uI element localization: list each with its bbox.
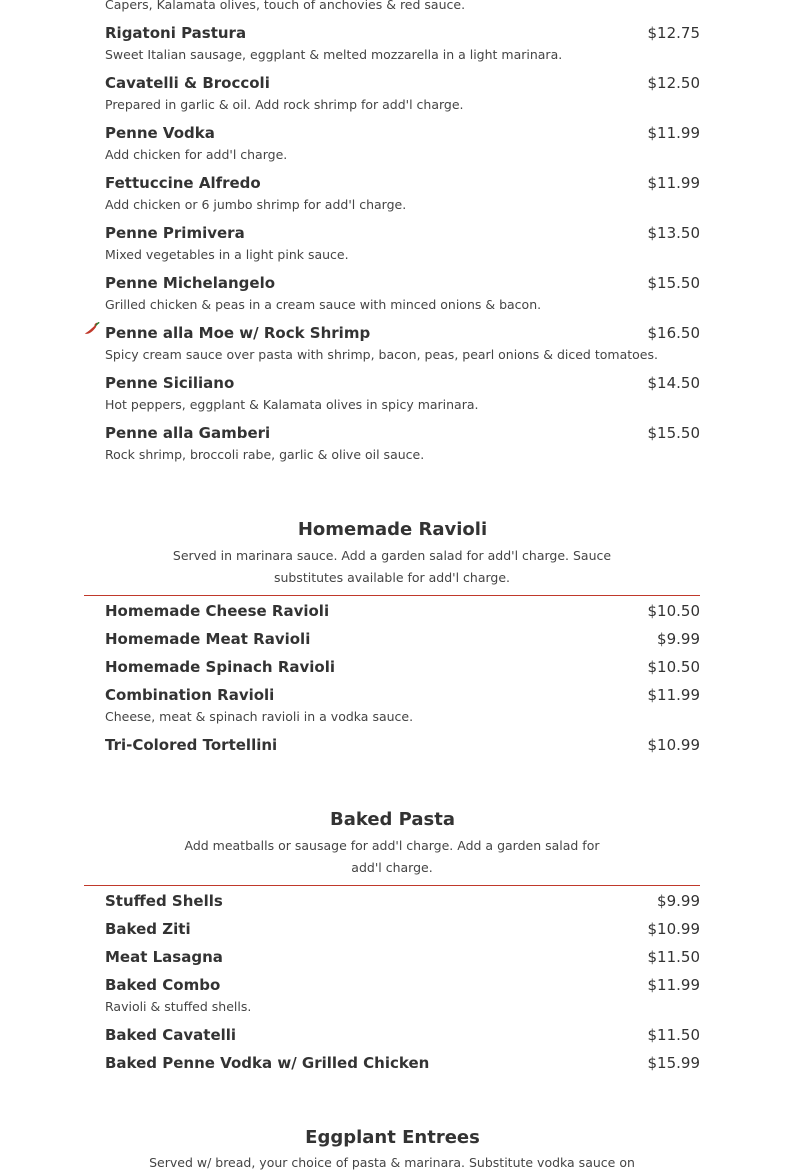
item-description: Hot peppers, eggplant & Kalamata olives in spicy marinara. — [105, 397, 479, 412]
item-description: Spicy cream sauce over pasta with shrimp, bacon, peas, pearl onions & diced tomatoes. — [105, 347, 658, 362]
item-price: $11.99 — [647, 686, 700, 704]
menu-item — [105, 658, 700, 676]
section-title: Baked Pasta — [329, 809, 456, 830]
item-price: $16.50 — [647, 324, 700, 342]
item-name: Baked Cavatelli — [105, 1026, 237, 1044]
menu-item — [105, 892, 700, 910]
section-title: Eggplant Entrees — [305, 1127, 480, 1148]
item-description: Ravioli & stuffed shells. — [105, 999, 252, 1014]
menu-item — [105, 74, 700, 112]
item-price: $11.99 — [647, 976, 700, 994]
menu-item — [105, 686, 700, 724]
item-price: $15.50 — [647, 274, 700, 292]
item-name: Homemade Meat Ravioli — [105, 630, 311, 648]
menu-item — [105, 24, 700, 62]
item-price: $14.50 — [647, 374, 700, 392]
menu-item — [105, 124, 700, 162]
item-name: Baked Combo — [105, 976, 221, 994]
item-name: Combination Ravioli — [105, 686, 275, 704]
item-name: Baked Ziti — [105, 920, 191, 938]
item-name: Rigatoni Pastura — [105, 24, 247, 42]
item-description: Rock shrimp, broccoli rabe, garlic & olive oil sauce. — [105, 447, 425, 462]
section-divider — [84, 595, 700, 596]
item-description: Add chicken for add'l charge. — [105, 147, 288, 162]
section-divider — [84, 885, 700, 886]
item-name: Meat Lasagna — [105, 948, 223, 966]
item-name: Homemade Spinach Ravioli — [105, 658, 336, 676]
item-name: Penne Michelangelo — [105, 274, 276, 292]
item-name: Penne Siciliano — [105, 374, 235, 392]
item-price: $9.99 — [657, 630, 700, 648]
menu-item — [105, 324, 700, 362]
menu-item — [105, 1054, 700, 1072]
item-name: Tri-Colored Tortellini — [105, 736, 278, 754]
item-price: $12.50 — [647, 74, 700, 92]
section-subtitle: Add meatballs or sausage for add'l charge. Add a garden salad for add'l charge. — [184, 838, 600, 875]
item-name: Penne alla Moe w/ Rock Shrimp — [105, 324, 371, 342]
item-name: Stuffed Shells — [105, 892, 223, 910]
menu-item — [105, 602, 700, 620]
item-price: $10.99 — [647, 736, 700, 754]
item-price: $11.99 — [647, 124, 700, 142]
item-price: $10.50 — [647, 658, 700, 676]
item-price: $9.99 — [657, 892, 700, 910]
item-description: Sweet Italian sausage, eggplant & melted mozzarella in a light marinara. — [105, 47, 563, 62]
chili-pepper-icon — [83, 320, 101, 338]
section-subtitle: Served w/ bread, your choice of pasta & marinara. Substitute vodka sauce on — [149, 1155, 635, 1170]
item-price: $15.50 — [647, 424, 700, 442]
item-price: $10.99 — [647, 920, 700, 938]
item-price: $11.99 — [647, 174, 700, 192]
item-name: Baked Penne Vodka w/ Grilled Chicken — [105, 1054, 430, 1072]
item-price: $12.75 — [647, 24, 700, 42]
item-description: Capers, Kalamata olives, touch of anchovies & red sauce. — [105, 0, 466, 12]
item-price: $11.50 — [647, 1026, 700, 1044]
item-name: Penne Vodka — [105, 124, 215, 142]
item-price: $11.50 — [647, 948, 700, 966]
menu-item — [105, 274, 700, 312]
item-description: Mixed vegetables in a light pink sauce. — [105, 247, 349, 262]
menu-item — [105, 174, 700, 212]
menu-item — [105, 1026, 700, 1044]
menu-item — [105, 948, 700, 966]
section-subtitle: Served in marinara sauce. Add a garden salad for add'l charge. Sauce substitutes available for add'l charge. — [172, 548, 612, 585]
menu-item — [105, 224, 700, 262]
item-price: $13.50 — [647, 224, 700, 242]
menu-item — [105, 630, 700, 648]
item-description: Add chicken or 6 jumbo shrimp for add'l charge. — [105, 197, 407, 212]
item-name: Cavatelli & Broccoli — [105, 74, 270, 92]
menu-item — [105, 424, 700, 462]
menu-item — [105, 976, 700, 1014]
menu-item — [105, 736, 700, 754]
item-name: Fettuccine Alfredo — [105, 174, 261, 192]
section-title: Homemade Ravioli — [297, 519, 488, 540]
item-name: Penne Primivera — [105, 224, 245, 242]
item-name: Penne alla Gamberi — [105, 424, 271, 442]
item-price: $15.99 — [647, 1054, 700, 1072]
item-description: Grilled chicken & peas in a cream sauce with minced onions & bacon. — [105, 297, 542, 312]
item-name: Homemade Cheese Ravioli — [105, 602, 330, 620]
menu-item — [105, 374, 700, 412]
item-description: Prepared in garlic & oil. Add rock shrimp for add'l charge. — [105, 97, 464, 112]
item-description: Cheese, meat & spinach ravioli in a vodka sauce. — [105, 709, 414, 724]
item-price: $10.50 — [647, 602, 700, 620]
menu-item — [105, 920, 700, 938]
